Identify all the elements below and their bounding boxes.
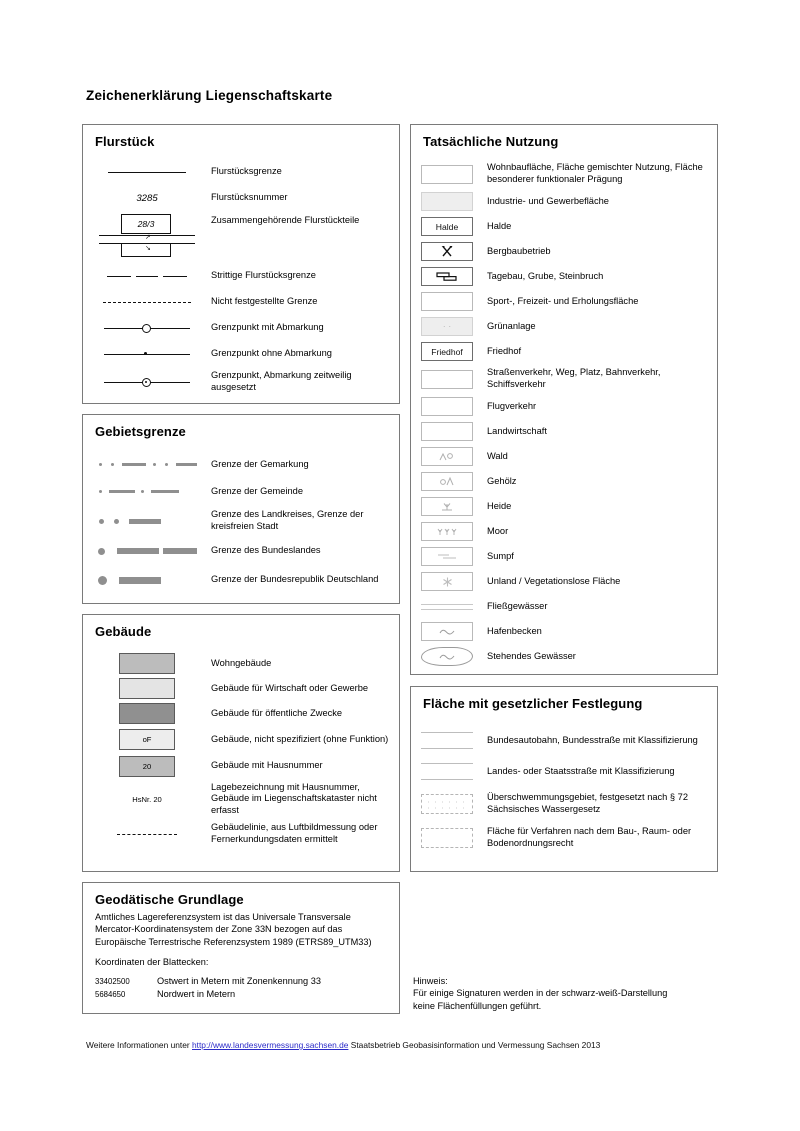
water-wave-icon — [439, 653, 455, 661]
park-dots-icon: · · — [442, 321, 452, 331]
legend-row — [411, 214, 717, 239]
legend-label: Gebäude für öffentliche Zwecke — [211, 707, 343, 718]
hinweis-line-2: keine Flächenfüllungen geführt. — [413, 1000, 542, 1011]
coordinate-value: 5684650 — [95, 989, 126, 999]
symbol-area-swamp — [419, 547, 475, 566]
housenumber-label: HsNr. 20 — [132, 794, 162, 804]
legend-label: Wohnbaufläche, Fläche gemischter Nutzung, Fläche besonderer funktionaler Prägung — [487, 162, 703, 184]
arrow-down-glyph: ↘ — [145, 245, 151, 252]
swatch-text-20: 20 — [119, 756, 175, 777]
legend-row — [83, 505, 399, 537]
symbol-building-line-dashed — [91, 834, 203, 835]
legend-row — [83, 185, 399, 211]
legend-label: Grenze des Landkreises, Grenze der kreisfreien Stadt — [211, 509, 364, 531]
symbol-area-cemetery — [419, 342, 475, 361]
legend-row — [83, 753, 399, 779]
legend-row — [411, 821, 717, 855]
barren-asterisk-icon — [441, 576, 454, 588]
legend-label: Wald — [487, 450, 508, 461]
legend-label: Bundesautobahn, Bundesstraße mit Klassifizierung — [487, 735, 698, 746]
legend-row — [411, 619, 717, 644]
legend-label: Tagebau, Grube, Steinbruch — [487, 270, 604, 281]
symbol-boundary-point-suspended — [91, 378, 203, 386]
legend-row — [83, 263, 399, 289]
symbol-harbour-basin — [419, 622, 475, 641]
legend-label: Sumpf — [487, 550, 514, 561]
page-title: Zeichenerklärung Liegenschaftskarte — [86, 88, 333, 103]
coordinate-value: 33402500 — [95, 976, 130, 986]
legend-row — [411, 364, 717, 394]
symbol-border-bundesrepublik — [91, 576, 203, 585]
legend-label: Hafenbecken — [487, 625, 542, 636]
legend-label: Stehendes Gewässer — [487, 650, 576, 661]
legend-label: Friedhof — [487, 345, 522, 356]
symbol-border-landkreis — [91, 517, 203, 526]
symbol-border-gemarkung — [91, 460, 203, 469]
geodetic-paragraph: Amtliches Lagereferenzsystem ist das Universale Transversale Mercator-Koordinatensystem der Zone 33N bezogen auf das Europäische Terrestrische Referenzsystem 1989 (ETRS89_UTM33) — [95, 912, 372, 947]
symbol-area-residential — [419, 165, 475, 184]
legend-row — [83, 289, 399, 315]
swamp-lines-icon — [435, 552, 459, 561]
legend-row — [83, 478, 399, 505]
symbol-parcel-number — [91, 193, 203, 204]
symbol-swatch-commercial — [91, 678, 203, 699]
legend-label: Gebäude mit Hausnummer — [211, 760, 323, 771]
legend-row — [411, 339, 717, 364]
legend-label: Gebäude, nicht spezifiziert (ohne Funktion) — [211, 733, 389, 744]
legend-row — [83, 315, 399, 341]
legend-label: Grünanlage — [487, 320, 536, 331]
legend-label: Landwirtschaft — [487, 425, 547, 436]
legend-row — [83, 537, 399, 565]
legend-row — [83, 367, 399, 397]
swatch-text-of: oF — [119, 729, 175, 750]
legend-label: Industrie- und Gewerbefläche — [487, 195, 609, 206]
hinweis-heading: Hinweis: — [413, 976, 448, 986]
crossed-hammers-icon — [440, 245, 454, 258]
symbol-standing-water — [419, 647, 475, 666]
legend-row — [411, 469, 717, 494]
symbol-border-bundesland — [91, 547, 203, 556]
geodetic-subheading: Koordinaten der Blattecken: — [95, 957, 209, 968]
legend-row — [83, 341, 399, 367]
legend-label: Wohngebäude — [211, 657, 272, 668]
symbol-area-halde — [419, 217, 475, 236]
legend-row — [83, 451, 399, 478]
legend-label: Halde — [487, 220, 512, 231]
section-geodaetische-grundlage — [82, 882, 400, 1014]
symbol-solid-line — [91, 172, 203, 173]
quarry-step-icon — [436, 271, 458, 282]
legend-row — [83, 211, 399, 263]
legend-row — [411, 239, 717, 264]
legend-row — [83, 159, 399, 185]
coordinate-row — [95, 975, 387, 988]
legend-row — [411, 314, 717, 339]
legend-row — [411, 444, 717, 469]
symbol-area-moor — [419, 522, 475, 541]
section-gebaeude — [82, 614, 400, 872]
moor-grass-icon — [436, 526, 458, 537]
legend-row — [83, 726, 399, 753]
forest-trees-icon — [437, 451, 457, 462]
symbol-area-forest — [419, 447, 475, 466]
legend-label: Grenze des Bundeslandes — [211, 545, 321, 556]
legend-row — [83, 651, 399, 676]
section-title-flaeche-festlegung: Fläche mit gesetzlicher Festlegung — [423, 696, 643, 711]
legend-label: Grenze der Bundesrepublik Deutschland — [211, 574, 379, 585]
section-gebietsgrenze — [82, 414, 400, 604]
legend-row — [83, 819, 399, 849]
legend-label: Fläche für Verfahren nach dem Bau-, Raum- oder Bodenordnungsrecht — [487, 826, 692, 848]
legend-row — [83, 676, 399, 701]
section-flurstueck — [82, 124, 400, 404]
legend-label: Lagebezeichnung mit Hausnummer, Gebäude im Liegenschaftskataster nicht erfasst — [211, 781, 377, 815]
symbol-area-agriculture — [419, 422, 475, 441]
legend-row — [411, 494, 717, 519]
symbol-dashed-line — [91, 302, 203, 303]
symbol-swatch-unspecified — [91, 729, 203, 750]
legend-row — [411, 419, 717, 444]
legend-label: Landes- oder Staatsstraße mit Klassifizierung — [487, 766, 675, 777]
symbol-boundary-point-unmarked — [91, 350, 203, 358]
legend-row — [411, 189, 717, 214]
section-tatsaechliche-nutzung — [410, 124, 718, 675]
symbol-area-mining — [419, 242, 475, 261]
legend-row — [411, 159, 717, 189]
legend-row — [411, 264, 717, 289]
box-text: Friedhof — [431, 346, 463, 357]
legend-label: Grenzpunkt mit Abmarkung — [211, 322, 324, 333]
symbol-boundary-point-marked — [91, 324, 203, 332]
hinweis-block — [413, 975, 667, 1012]
symbol-planning-procedure-area — [419, 828, 475, 848]
legend-label: Strittige Flurstücksgrenze — [211, 270, 316, 281]
coordinate-row — [95, 988, 387, 1001]
footer-prefix: Weitere Informationen unter — [86, 1040, 190, 1050]
heath-tuft-icon — [439, 501, 455, 512]
symbol-area-sports — [419, 292, 475, 311]
coordinate-list — [83, 969, 399, 1001]
water-wave-icon — [439, 628, 455, 636]
legend-label: Moor — [487, 525, 509, 536]
legend-label: Heide — [487, 500, 512, 511]
footer — [86, 1040, 600, 1050]
coordinate-label: Ostwert in Metern mit Zonenkennung 33 — [157, 975, 321, 986]
symbol-swatch-residential — [91, 653, 203, 674]
legend-row — [411, 725, 717, 757]
symbol-swatch-public — [91, 703, 203, 724]
legend-label-text: Zusammengehörende Flurstückteile — [211, 215, 360, 225]
legend-label: Unland / Vegetationslose Fläche — [487, 575, 621, 586]
legend-row — [411, 544, 717, 569]
section-title-geodaetische-grundlage: Geodätische Grundlage — [95, 892, 244, 907]
legend-label: Sport-, Freizeit- und Erholungsfläche — [487, 295, 639, 306]
legend-row — [411, 569, 717, 594]
section-flaeche-festlegung — [410, 686, 718, 872]
symbol-flowing-water — [419, 602, 475, 612]
parcel-part-number: 28/3 — [121, 214, 171, 234]
legend-row — [83, 701, 399, 726]
legend-label: Flugverkehr — [487, 400, 537, 411]
legend-label: Nicht festgestellte Grenze — [211, 296, 318, 307]
landesvermessung-link[interactable]: http://www.landesvermessung.sachsen.de — [192, 1040, 349, 1050]
hinweis-line-1: Für einige Signaturen werden in der schwarz-weiß-Darstellung — [413, 988, 668, 999]
legend-row — [411, 787, 717, 821]
symbol-area-barren — [419, 572, 475, 591]
legend-label: Grenze der Gemeinde — [211, 485, 303, 496]
symbol-area-park — [419, 317, 475, 336]
legend-label: Fließgewässer — [487, 600, 548, 611]
legend-row — [411, 757, 717, 787]
symbol-housenumber-text — [91, 795, 203, 804]
legend-label: Gehölz — [487, 475, 517, 486]
legend-row — [411, 594, 717, 619]
legend-row — [83, 565, 399, 595]
legend-row — [411, 644, 717, 669]
section-title-tatsaechliche-nutzung: Tatsächliche Nutzung — [423, 134, 559, 149]
arrow-up-glyph: ↗ — [145, 234, 151, 241]
symbol-area-industrial — [419, 192, 475, 211]
section-title-flurstueck: Flurstück — [95, 134, 155, 149]
section-title-gebaeude: Gebäude — [95, 624, 152, 639]
symbol-floodplain-area — [419, 794, 475, 814]
legend-label — [211, 215, 359, 227]
symbol-area-quarry — [419, 267, 475, 286]
coordinate-label: Nordwert in Metern — [157, 988, 236, 999]
symbol-area-heath — [419, 497, 475, 516]
legend-row — [83, 779, 399, 819]
legend-row — [411, 519, 717, 544]
symbol-area-woodland — [419, 472, 475, 491]
symbol-joined-parcel-parts — [91, 214, 203, 260]
legend-label: Straßenverkehr, Weg, Platz, Bahnverkehr, Schiffsverkehr — [487, 367, 661, 389]
legend-label: Flurstücksnummer — [211, 192, 288, 203]
section-title-gebietsgrenze: Gebietsgrenze — [95, 424, 186, 439]
symbol-area-traffic — [419, 370, 475, 389]
legend-row — [411, 289, 717, 314]
woodland-trees-icon — [437, 476, 457, 487]
footer-suffix: Staatsbetrieb Geobasisinformation und Vermessung Sachsen 2013 — [350, 1040, 601, 1050]
legend-label: Grenzpunkt, Abmarkung zeitweilig ausgesetzt — [211, 370, 352, 392]
symbol-federal-road — [419, 730, 475, 752]
symbol-area-air-traffic — [419, 397, 475, 416]
symbol-state-road — [419, 761, 475, 783]
legend-label: Grenzpunkt ohne Abmarkung — [211, 348, 332, 359]
parcel-number-value: 3285 — [136, 192, 158, 204]
legend-label: Bergbaubetrieb — [487, 245, 551, 256]
box-text: Halde — [435, 221, 459, 232]
symbol-border-gemeinde — [91, 487, 203, 496]
legend-label: Grenze der Gemarkung — [211, 458, 309, 469]
legend-label: Gebäudelinie, aus Luftbildmessung oder Fernerkundungsdaten ermittelt — [211, 822, 378, 844]
legend-label: Gebäude für Wirtschaft oder Gewerbe — [211, 682, 369, 693]
legend-row — [411, 394, 717, 419]
symbol-swatch-housenumber — [91, 756, 203, 777]
legend-label: Überschwemmungsgebiet, festgesetzt nach § 72 Sächsisches Wassergesetz — [487, 792, 689, 814]
legend-label: Flurstücksgrenze — [211, 166, 282, 177]
